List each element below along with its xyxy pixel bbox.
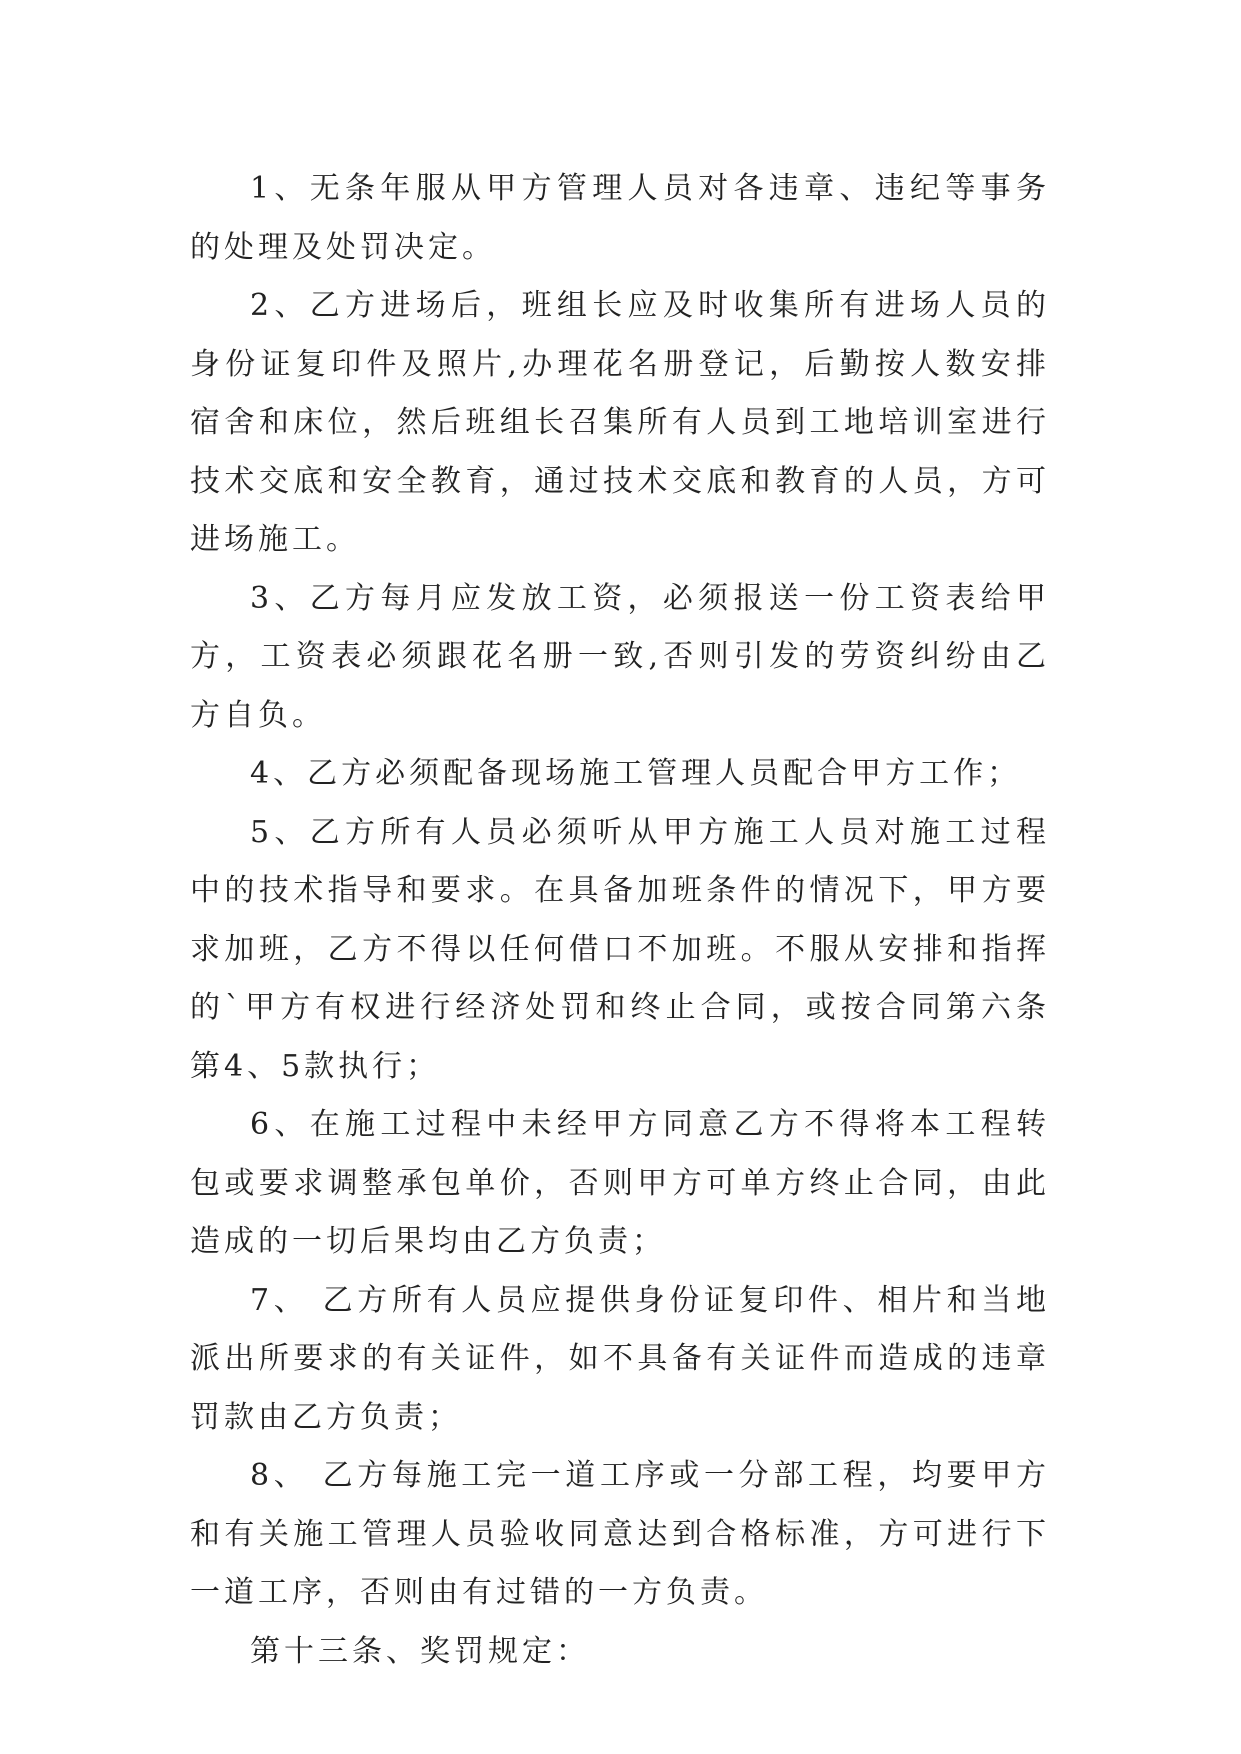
paragraph-1: 1、无条年服从甲方管理人员对各违章、违纪等事务的处理及处罚决定。 [190,171,1050,265]
paragraph-7: 7、 乙方所有人员应提供身份证复印件、相片和当地派出所要求的有关证件，如不具备有关证件而造成的违章罚款由乙方负责； [190,1282,1050,1435]
paragraph-8: 8、 乙方每施工完一道工序或一分部工程，均要甲方和有关施工管理人员验收同意达到合格标准，方可进行下一道工序，否则由有过错的一方负责。 [190,1458,1050,1610]
paragraph-5: 5、乙方所有人员必须听从甲方施工人员对施工过程中的技术指导和要求。在具备加班条件的情况下，甲方要求加班，乙方不得以任何借口不加班。不服从安排和指挥的`甲方有权进行经济处罚和终止合同，或按合同第六条第4、5款执行； [190,814,1050,1084]
paragraph-4: 4、乙方必须配备现场施工管理人员配合甲方工作； [250,756,1022,791]
paragraph-6: 6、在施工过程中未经甲方同意乙方不得将本工程转包或要求调整承包单价，否则甲方可单方终止合同，由此造成的一切后果均由乙方负责； [190,1107,1050,1259]
section-heading: 第十三条、奖罚规定： [250,1633,590,1669]
paragraph-3: 3、乙方每月应发放工资，必须报送一份工资表给甲方，工资表必须跟花名册一致,否则引发的劳资纠纷由乙方自负。 [190,580,1050,733]
paragraph-2: 2、乙方进场后，班组长应及时收集所有进场人员的身份证复印件及照片,办理花名册登记，后勤按人数安排宿舍和床位，然后班组长召集所有人员到工地培训室进行技术交底和安全教育，通过技术交底和教育的人员，方可进场施工。 [190,288,1050,557]
document-body [190,160,1050,1681]
